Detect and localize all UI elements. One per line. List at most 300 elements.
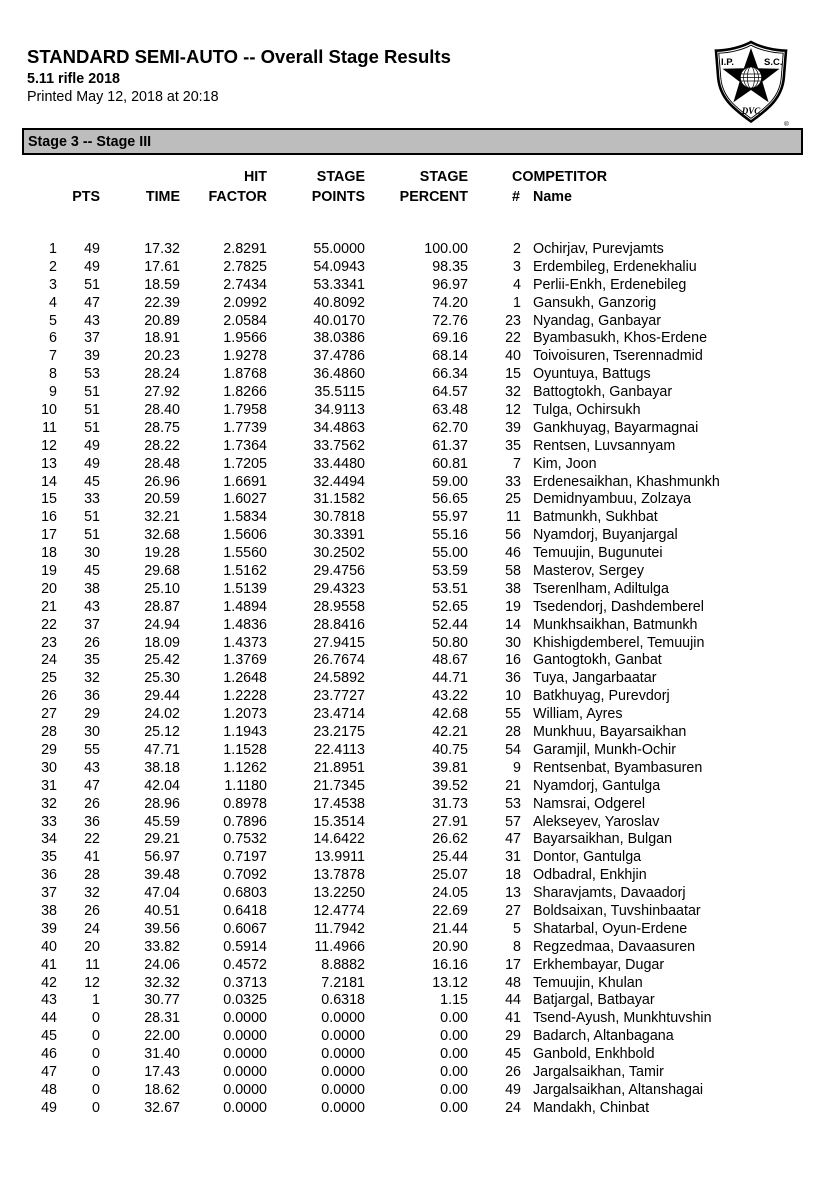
table-row (22, 330, 810, 348)
cell-time: 30.77 (144, 992, 180, 1009)
cell-rank: 34 (41, 831, 57, 848)
cell-pct: 24.05 (432, 885, 468, 902)
col-header-percent: PERCENT (399, 189, 468, 205)
cell-pct: 25.44 (432, 849, 468, 866)
cell-hf: 2.7825 (223, 258, 267, 275)
cell-rank: 38 (41, 902, 57, 919)
cell-pct: 50.80 (432, 634, 468, 651)
cell-pts: 37 (84, 616, 100, 633)
cell-hf: 0.7092 (223, 867, 267, 884)
table-row (22, 849, 810, 867)
cell-num: 56 (505, 527, 521, 544)
table-row (22, 563, 810, 581)
cell-name: Namsrai, Odgerel (533, 795, 646, 812)
cell-num: 3 (513, 258, 521, 275)
cell-rank: 23 (41, 634, 57, 651)
table-row (22, 581, 810, 599)
cell-name: Jargalsaikhan, Altanshagai (533, 1081, 704, 1098)
cell-time: 19.28 (144, 545, 180, 562)
cell-sp: 38.0386 (313, 330, 365, 347)
col-header-hit: HIT (243, 169, 267, 185)
cell-name: Batjargal, Batbayar (533, 992, 655, 1009)
table-row (22, 313, 810, 331)
cell-sp: 53.3341 (313, 276, 365, 293)
cell-rank: 8 (49, 366, 57, 383)
cell-num: 2 (513, 241, 521, 257)
cell-time: 28.22 (144, 437, 180, 454)
cell-time: 39.56 (144, 920, 180, 937)
cell-hf: 1.1180 (224, 777, 267, 794)
cell-pts: 51 (84, 276, 100, 293)
table-row (22, 617, 810, 635)
cell-sp: 14.6422 (313, 831, 365, 848)
results-table-body (22, 241, 810, 1118)
cell-pts: 53 (84, 366, 100, 383)
cell-time: 38.18 (144, 759, 180, 776)
cell-rank: 31 (41, 777, 57, 794)
cell-sp: 36.4860 (313, 366, 365, 383)
cell-name: Nyamdorj, Buyanjargal (533, 527, 678, 544)
table-row (22, 831, 810, 849)
cell-name: Khishigdemberel, Temuujin (533, 634, 705, 651)
cell-name: Mandakh, Chinbat (533, 1099, 650, 1116)
cell-pct: 98.35 (432, 258, 468, 275)
table-row (22, 474, 810, 492)
cell-name: Munkhsaikhan, Batmunkh (533, 616, 698, 633)
cell-rank: 29 (41, 741, 57, 758)
cell-time: 28.40 (144, 402, 180, 419)
cell-hf: 1.1528 (223, 741, 267, 758)
cell-hf: 0.6803 (223, 885, 267, 902)
cell-pts: 36 (84, 688, 100, 705)
table-row (22, 921, 810, 939)
table-row (22, 1010, 810, 1028)
cell-num: 54 (505, 741, 521, 758)
cell-rank: 3 (49, 276, 57, 293)
cell-num: 18 (505, 867, 521, 884)
cell-sp: 0.0000 (321, 1046, 365, 1063)
cell-name: Tulga, Ochirsukh (533, 402, 641, 419)
table-row (22, 366, 810, 384)
cell-rank: 45 (41, 1028, 57, 1045)
cell-pct: 20.90 (432, 938, 468, 955)
cell-name: Ochirjav, Purevjamts (533, 241, 664, 257)
cell-time: 25.12 (144, 724, 180, 741)
cell-num: 55 (505, 706, 521, 723)
cell-pts: 49 (84, 437, 100, 454)
cell-time: 32.67 (144, 1099, 180, 1116)
cell-num: 23 (505, 312, 521, 329)
cell-sp: 15.3514 (313, 813, 365, 830)
cell-hf: 0.0000 (223, 1099, 267, 1116)
table-row (22, 456, 810, 474)
cell-time: 28.75 (144, 419, 180, 436)
table-row (22, 742, 810, 760)
cell-num: 16 (505, 652, 521, 669)
ipsc-logo-icon (711, 40, 793, 128)
cell-pct: 96.97 (432, 276, 468, 293)
cell-sp: 32.4494 (313, 473, 365, 490)
cell-name: Gansukh, Ganzorig (533, 294, 657, 311)
table-row (22, 599, 810, 617)
cell-name: Tuya, Jangarbaatar (533, 670, 657, 687)
cell-pts: 26 (84, 795, 100, 812)
cell-name: Bayarsaikhan, Bulgan (533, 831, 673, 848)
cell-sp: 40.8092 (313, 294, 365, 311)
cell-num: 46 (505, 545, 521, 562)
cell-pts: 12 (84, 974, 100, 991)
cell-name: Tsend-Ayush, Munkhtuvshin (533, 1010, 712, 1027)
cell-pct: 0.00 (440, 1010, 468, 1027)
table-row (22, 509, 810, 527)
cell-pct: 21.44 (432, 920, 468, 937)
cell-name: Gankhuyag, Bayarmagnai (533, 419, 699, 436)
cell-pts: 33 (84, 491, 100, 508)
table-row (22, 867, 810, 885)
cell-pts: 32 (84, 670, 100, 687)
cell-num: 41 (505, 1010, 521, 1027)
cell-sp: 29.4323 (313, 580, 365, 597)
cell-rank: 9 (49, 384, 57, 401)
cell-name: Tserenlham, Adiltulga (533, 580, 669, 597)
table-row (22, 1064, 810, 1082)
cell-rank: 20 (41, 580, 57, 597)
table-row (22, 402, 810, 420)
col-header-stage-percent-1: STAGE (419, 169, 468, 185)
col-header-time: TIME (145, 189, 180, 205)
svg-text:®: ® (784, 121, 789, 128)
cell-hf: 0.0000 (223, 1046, 267, 1063)
cell-pct: 53.59 (432, 563, 468, 580)
cell-sp: 31.1582 (313, 491, 365, 508)
cell-num: 25 (505, 491, 521, 508)
cell-time: 18.62 (144, 1081, 180, 1098)
cell-pct: 55.97 (432, 509, 468, 526)
cell-pts: 43 (84, 759, 100, 776)
cell-rank: 4 (49, 294, 57, 311)
col-header-stage-points-1: STAGE (316, 169, 365, 185)
cell-num: 47 (505, 831, 521, 848)
cell-rank: 17 (41, 527, 57, 544)
cell-name: Nyandag, Ganbayar (533, 312, 661, 329)
cell-hf: 1.8768 (223, 366, 267, 383)
cell-num: 19 (505, 598, 521, 615)
table-row (22, 277, 810, 295)
cell-time: 28.24 (144, 366, 180, 383)
cell-num: 24 (505, 1099, 521, 1116)
cell-num: 48 (505, 974, 521, 991)
cell-hf: 1.5606 (223, 527, 267, 544)
cell-hf: 1.2073 (223, 706, 267, 723)
cell-num: 15 (505, 366, 521, 383)
cell-num: 30 (505, 634, 521, 651)
cell-pct: 16.16 (432, 956, 468, 973)
cell-time: 18.09 (144, 634, 180, 651)
cell-sp: 21.7345 (313, 777, 365, 794)
cell-hf: 0.0000 (223, 1028, 267, 1045)
svg-text:DVC: DVC (741, 106, 761, 116)
table-row (22, 670, 810, 688)
cell-hf: 0.8978 (223, 795, 267, 812)
cell-num: 40 (505, 348, 521, 365)
cell-num: 57 (505, 813, 521, 830)
cell-pts: 51 (84, 509, 100, 526)
table-row (22, 420, 810, 438)
cell-rank: 47 (41, 1063, 57, 1080)
cell-name: Dontor, Gantulga (533, 849, 642, 866)
cell-pts: 38 (84, 580, 100, 597)
cell-hf: 2.7434 (223, 276, 267, 293)
cell-time: 25.10 (144, 580, 180, 597)
cell-pts: 39 (84, 348, 100, 365)
cell-pct: 22.69 (432, 902, 468, 919)
cell-sp: 30.7818 (313, 509, 365, 526)
cell-pct: 64.57 (432, 384, 468, 401)
cell-hf: 0.0000 (223, 1081, 267, 1098)
cell-time: 28.87 (144, 598, 180, 615)
cell-hf: 1.2228 (223, 688, 267, 705)
cell-time: 42.04 (144, 777, 180, 794)
cell-pts: 32 (84, 885, 100, 902)
cell-rank: 12 (41, 437, 57, 454)
cell-sp: 55.0000 (313, 241, 365, 257)
cell-name: Erdembileg, Erdenekhaliu (533, 258, 697, 275)
cell-hf: 2.8291 (223, 241, 267, 257)
cell-rank: 41 (41, 956, 57, 973)
cell-rank: 48 (41, 1081, 57, 1098)
table-row (22, 348, 810, 366)
table-row (22, 992, 810, 1010)
cell-num: 17 (505, 956, 521, 973)
table-row (22, 1028, 810, 1046)
col-header-pts: PTS (72, 189, 100, 205)
cell-time: 26.96 (144, 473, 180, 490)
cell-pts: 49 (84, 455, 100, 472)
cell-name: Byambasukh, Khos-Erdene (533, 330, 708, 347)
cell-hf: 0.5914 (223, 938, 267, 955)
cell-pct: 62.70 (432, 419, 468, 436)
cell-pct: 27.91 (432, 813, 468, 830)
cell-time: 20.23 (144, 348, 180, 365)
cell-rank: 1 (49, 241, 57, 257)
cell-name: Rentsenbat, Byambasuren (533, 759, 703, 776)
cell-rank: 46 (41, 1046, 57, 1063)
cell-pts: 41 (84, 849, 100, 866)
cell-time: 56.97 (144, 849, 180, 866)
cell-pts: 49 (84, 241, 100, 257)
cell-hf: 2.0992 (223, 294, 267, 311)
cell-name: Demidnyambuu, Zolzaya (533, 491, 692, 508)
cell-name: Alekseyev, Yaroslav (533, 813, 660, 830)
cell-time: 47.71 (144, 741, 180, 758)
cell-pct: 39.81 (432, 759, 468, 776)
cell-hf: 0.0000 (223, 1063, 267, 1080)
cell-hf: 0.7532 (223, 831, 267, 848)
cell-name: Temuujin, Bugunutei (533, 545, 663, 562)
cell-name: Garamjil, Munkh-Ochir (533, 741, 676, 758)
cell-sp: 54.0943 (313, 258, 365, 275)
cell-pct: 59.00 (432, 473, 468, 490)
table-row (22, 760, 810, 778)
cell-num: 36 (505, 670, 521, 687)
cell-num: 10 (505, 688, 521, 705)
cell-sp: 33.7562 (313, 437, 365, 454)
cell-sp: 30.3391 (313, 527, 365, 544)
table-row (22, 885, 810, 903)
cell-num: 13 (505, 885, 521, 902)
cell-pct: 44.71 (432, 670, 468, 687)
cell-pts: 51 (84, 527, 100, 544)
cell-time: 40.51 (144, 902, 180, 919)
cell-num: 7 (513, 455, 521, 472)
cell-pts: 30 (84, 545, 100, 562)
cell-pts: 43 (84, 312, 100, 329)
cell-num: 35 (505, 437, 521, 454)
cell-name: Jargalsaikhan, Tamir (533, 1063, 664, 1080)
cell-name: Regzedmaa, Davaasuren (533, 938, 696, 955)
table-row (22, 491, 810, 509)
cell-sp: 13.7878 (313, 867, 365, 884)
cell-num: 27 (505, 902, 521, 919)
cell-pts: 51 (84, 419, 100, 436)
cell-time: 17.32 (144, 241, 180, 257)
cell-pts: 1 (92, 992, 100, 1009)
cell-hf: 1.9566 (223, 330, 267, 347)
cell-pts: 0 (92, 1081, 100, 1098)
cell-sp: 28.8416 (313, 616, 365, 633)
table-row (22, 259, 810, 277)
printed-timestamp: Printed May 12, 2018 at 20:18 (27, 89, 219, 105)
cell-pct: 68.14 (432, 348, 468, 365)
cell-time: 28.48 (144, 455, 180, 472)
stage-banner-label: Stage 3 -- Stage III (28, 133, 152, 150)
cell-sp: 23.2175 (313, 724, 365, 741)
cell-time: 17.61 (144, 258, 180, 275)
cell-pct: 52.65 (432, 598, 468, 615)
cell-sp: 37.4786 (313, 348, 365, 365)
col-header-name: Name (533, 189, 572, 205)
cell-rank: 39 (41, 920, 57, 937)
cell-sp: 27.9415 (313, 634, 365, 651)
cell-pct: 0.00 (440, 1099, 468, 1116)
cell-rank: 35 (41, 849, 57, 866)
cell-hf: 1.2648 (223, 670, 267, 687)
cell-pts: 26 (84, 902, 100, 919)
cell-sp: 28.9558 (313, 598, 365, 615)
cell-sp: 13.2250 (313, 885, 365, 902)
cell-pts: 49 (84, 258, 100, 275)
cell-hf: 1.5834 (223, 509, 267, 526)
cell-pts: 0 (92, 1010, 100, 1027)
cell-num: 39 (505, 419, 521, 436)
cell-sp: 22.4113 (314, 741, 365, 758)
cell-num: 33 (505, 473, 521, 490)
cell-sp: 21.8951 (313, 759, 365, 776)
cell-time: 18.59 (144, 276, 180, 293)
cell-name: Boldsaixan, Tuvshinbaatar (533, 902, 701, 919)
cell-name: Badarch, Altanbagana (533, 1028, 674, 1045)
cell-hf: 0.4572 (223, 956, 267, 973)
cell-hf: 1.9278 (223, 348, 267, 365)
cell-time: 18.91 (144, 330, 180, 347)
cell-sp: 35.5115 (314, 384, 365, 401)
cell-rank: 44 (41, 1010, 57, 1027)
cell-rank: 28 (41, 724, 57, 741)
cell-sp: 0.0000 (321, 1063, 365, 1080)
cell-hf: 0.7896 (223, 813, 267, 830)
cell-hf: 1.7739 (223, 419, 267, 436)
cell-time: 25.30 (144, 670, 180, 687)
cell-time: 20.59 (144, 491, 180, 508)
cell-sp: 0.0000 (321, 1099, 365, 1116)
page-title: STANDARD SEMI-AUTO -- Overall Stage Results (27, 46, 451, 67)
cell-pct: 69.16 (432, 330, 468, 347)
cell-hf: 0.0325 (223, 992, 267, 1009)
cell-rank: 40 (41, 938, 57, 955)
table-row (22, 545, 810, 563)
table-row (22, 814, 810, 832)
cell-sp: 34.4863 (313, 419, 365, 436)
cell-pts: 0 (92, 1099, 100, 1116)
table-header-row-2 (22, 187, 810, 207)
cell-rank: 25 (41, 670, 57, 687)
cell-num: 26 (505, 1063, 521, 1080)
cell-sp: 26.7674 (313, 652, 365, 669)
cell-pts: 30 (84, 724, 100, 741)
cell-name: Erdenesaikhan, Khashmunkh (533, 473, 720, 490)
cell-rank: 16 (41, 509, 57, 526)
cell-name: Oyuntuya, Battugs (533, 366, 651, 383)
stage-banner (22, 128, 803, 155)
table-row (22, 688, 810, 706)
col-header-competitor: COMPETITOR (512, 169, 608, 185)
cell-time: 22.39 (144, 294, 180, 311)
cell-time: 24.94 (144, 616, 180, 633)
cell-num: 4 (513, 276, 521, 293)
cell-pct: 72.76 (432, 312, 468, 329)
cell-name: Rentsen, Luvsannyam (533, 437, 676, 454)
cell-sp: 24.5892 (313, 670, 365, 687)
cell-time: 28.31 (144, 1010, 180, 1027)
cell-pct: 0.00 (440, 1046, 468, 1063)
cell-rank: 14 (41, 473, 57, 490)
cell-pct: 100.00 (424, 241, 468, 257)
cell-pts: 47 (84, 294, 100, 311)
cell-pts: 37 (84, 330, 100, 347)
cell-pct: 74.20 (432, 294, 468, 311)
cell-rank: 33 (41, 813, 57, 830)
table-row (22, 384, 810, 402)
cell-sp: 23.7727 (313, 688, 365, 705)
cell-time: 47.04 (144, 885, 180, 902)
cell-pts: 22 (84, 831, 100, 848)
cell-pct: 25.07 (432, 867, 468, 884)
svg-text:S.C.: S.C. (764, 57, 783, 68)
cell-rank: 6 (49, 330, 57, 347)
cell-num: 21 (505, 777, 521, 794)
cell-pct: 66.34 (432, 366, 468, 383)
cell-sp: 0.0000 (321, 1010, 365, 1027)
cell-rank: 21 (41, 598, 57, 615)
cell-rank: 27 (41, 706, 57, 723)
cell-hf: 0.0000 (223, 1010, 267, 1027)
table-row (22, 652, 810, 670)
cell-sp: 34.9113 (314, 402, 365, 419)
cell-pts: 20 (84, 938, 100, 955)
table-row (22, 527, 810, 545)
cell-name: Kim, Joon (533, 455, 597, 472)
cell-sp: 7.2181 (321, 974, 365, 991)
